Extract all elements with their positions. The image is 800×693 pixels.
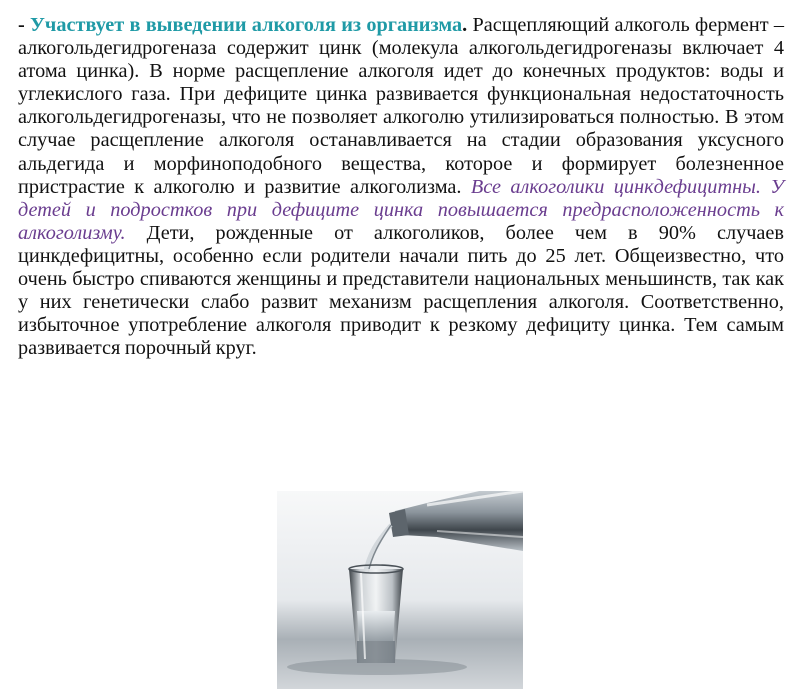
bottle-pouring-photo bbox=[277, 491, 523, 689]
article-paragraph bbox=[18, 14, 784, 360]
body-text-1: Расщепляющий алкоголь фермент – алкогольдегидрогеназа содержит цинк (молекула алкогольдегидрогеназы включает 4 атома цинка). В норме расщепление алкоголя идет до конечных продуктов: воды и углекислого газа. При дефиците цинка развивается функциональная недостаточность алкогольдегидрогеназы, что не позволяет алкоголю утилизироваться полностью. В этом случае расщепление алкоголя останавливается на стадии образования уксусного альдегида и морфиноподобного вещества, которое и формирует болезненное пристрастие к алкоголю и развитие алкоголизма. bbox=[18, 14, 784, 198]
body-text-2: Дети, рожденные от алкоголиков, более чем в 90% случаев цинкдефицитны, особенно если родители начали пить до 25 лет. Общеизвестно, что очень быстро спиваются женщины и представители национальных меньшинств, так как у них генетически слабо развит механизм расщепления алкоголя. Соответственно, избыточное употребление алкоголя приводит к резкому дефициту цинка. Тем самым развивается порочный круг. bbox=[18, 221, 784, 360]
list-dash: - bbox=[18, 14, 25, 36]
highlighted-statement: Все алкоголики цинкдефицитны. У детей и подростков при дефиците цинка повышается предрасположенность к алкоголизму. bbox=[18, 175, 785, 244]
heading-period: . bbox=[462, 14, 468, 36]
section-heading: Участвует в выведении алкоголя из организма bbox=[30, 14, 463, 36]
shot-glass bbox=[349, 565, 403, 663]
